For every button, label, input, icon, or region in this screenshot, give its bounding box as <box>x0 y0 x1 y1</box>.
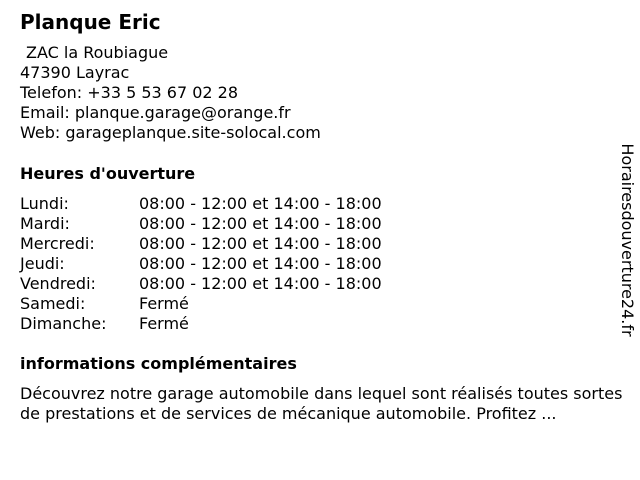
phone-line: Telefon: +33 5 53 67 02 28 <box>20 83 239 102</box>
city-address: 47390 Layrac <box>20 63 130 82</box>
day-hours: 08:00 - 12:00 et 14:00 - 18:00 <box>139 254 382 273</box>
contact-block <box>20 43 321 143</box>
day-label: Mercredi: <box>20 234 95 253</box>
day-hours: Fermé <box>139 294 189 313</box>
email-line: Email: planque.garage@orange.fr <box>20 103 291 122</box>
day-hours: 08:00 - 12:00 et 14:00 - 18:00 <box>139 194 382 213</box>
day-hours: 08:00 - 12:00 et 14:00 - 18:00 <box>139 234 382 253</box>
web-line: Web: garageplanque.site-solocal.com <box>20 123 321 142</box>
business-name: Planque Eric <box>20 10 161 34</box>
day-hours: 08:00 - 12:00 et 14:00 - 18:00 <box>139 274 382 293</box>
day-label: Dimanche: <box>20 314 107 333</box>
day-label: Vendredi: <box>20 274 96 293</box>
day-label: Lundi: <box>20 194 69 213</box>
additional-info-heading: informations complémentaires <box>20 354 297 373</box>
opening-hours-heading: Heures d'ouverture <box>20 164 196 183</box>
site-watermark: Horairesdouverture24.fr <box>618 143 637 337</box>
business-description: Découvrez notre garage automobile dans lequel sont réalisés toutes sortes de prestations et de services de mécanique automobile. Profitez ... <box>20 384 623 423</box>
street-address: ZAC la Roubiague <box>26 43 169 62</box>
day-hours: Fermé <box>139 314 189 333</box>
day-label: Mardi: <box>20 214 70 233</box>
day-hours: 08:00 - 12:00 et 14:00 - 18:00 <box>139 214 382 233</box>
day-label: Samedi: <box>20 294 86 313</box>
day-label: Jeudi: <box>20 254 65 273</box>
